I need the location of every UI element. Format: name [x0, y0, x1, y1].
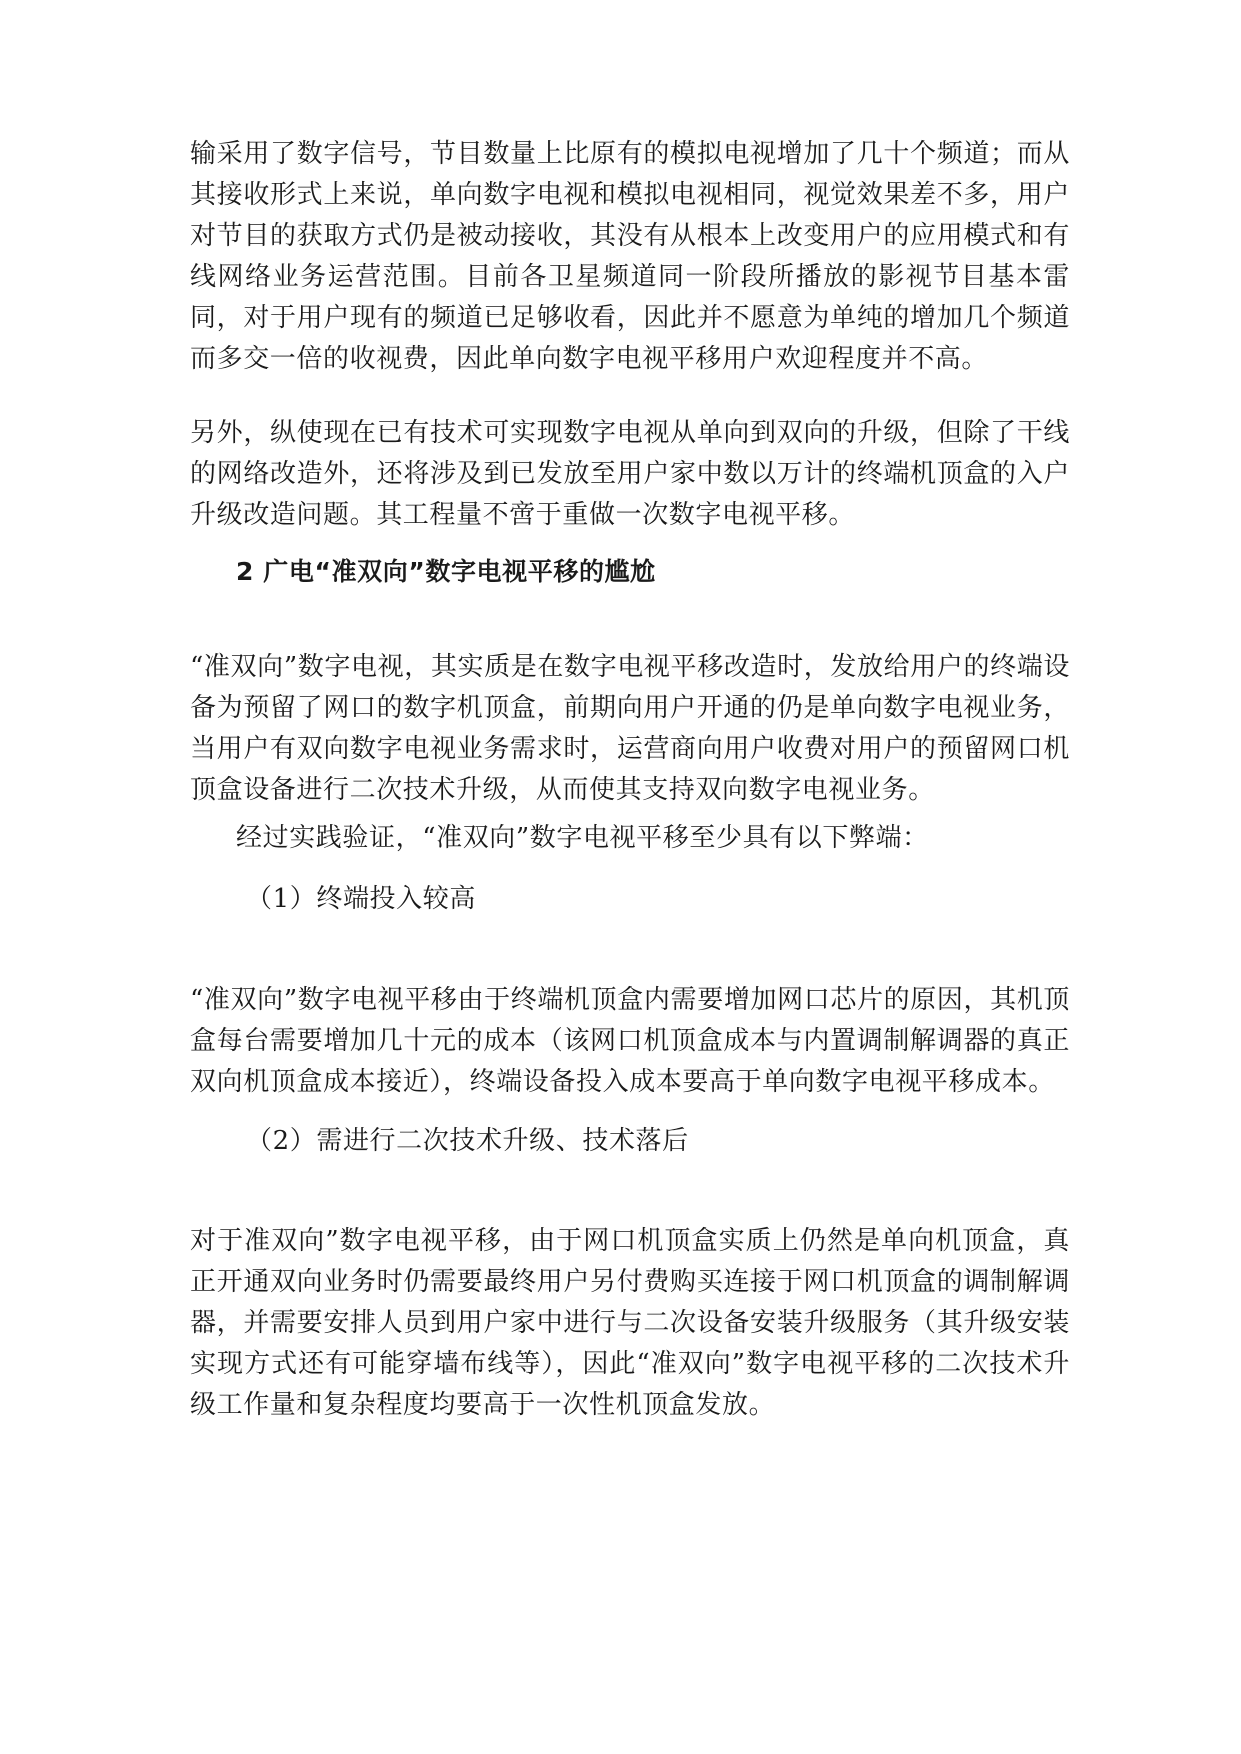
paragraph-single-way-tv: 输采用了数字信号，节目数量上比原有的模拟电视增加了几十个频道；而从其接收形式上来说，单向数字电视和模拟电视相同，视觉效果差不多，用户对节目的获取方式仍是被动接收，其没有从根本上改变用户的应用模式和有线网络业务运营范围。目前各卫星频道同一阶段所播放的影视节目基本雷同，对于用户现有的频道已足够收看，因此并不愿意为单纯的增加几个频道而多交一倍的收视费，因此单向数字电视平移用户欢迎程度并不高。	[190, 139, 1070, 374]
section-heading: 2 广电“准双向”数字电视平移的尴尬	[236, 557, 656, 586]
list-item-2: （2）需进行二次技术升级、技术落后	[246, 1126, 689, 1156]
list-item-1: （1）终端投入较高	[246, 884, 476, 914]
paragraph-upgrade-issue: 另外，纵使现在已有技术可实现数字电视从单向到双向的升级，但除了干线的网络改造外，还将涉及到已发放至用户家中数以万计的终端机顶盒的入户升级改造问题。其工程量不啻于重做一次数字电视平移。	[190, 418, 1070, 530]
paragraph-secondary-upgrade: 对于准双向”数字电视平移，由于网口机顶盒实质上仍然是单向机顶盒，真正开通双向业务时仍需要最终用户另付费购买连接于网口机顶盒的调制解调器，并需要安排人员到用户家中进行与二次设备安装升级服务（其升级安装实现方式还有可能穿墙布线等），因此“准双向”数字电视平移的二次技术升级工作量和复杂程度均要高于一次性机顶盒发放。	[190, 1226, 1070, 1420]
paragraph-terminal-cost: “准双向”数字电视平移由于终端机顶盒内需要增加网口芯片的原因，其机顶盒每台需要增加几十元的成本（该网口机顶盒成本与内置调制解调器的真正双向机顶盒成本接近），终端设备投入成本要高于单向数字电视平移成本。	[190, 985, 1070, 1097]
intro-line: 经过实践验证，“准双向”数字电视平移至少具有以下弊端：	[236, 823, 929, 853]
paragraph-quasi-two-way-definition: “准双向”数字电视，其实质是在数字电视平移改造时，发放给用户的终端设备为预留了网口的数字机顶盒，前期向用户开通的仍是单向数字电视业务，当用户有双向数字电视业务需求时，运营商向用户收费对用户的预留网口机顶盒设备进行二次技术升级，从而使其支持双向数字电视业务。	[190, 652, 1070, 805]
